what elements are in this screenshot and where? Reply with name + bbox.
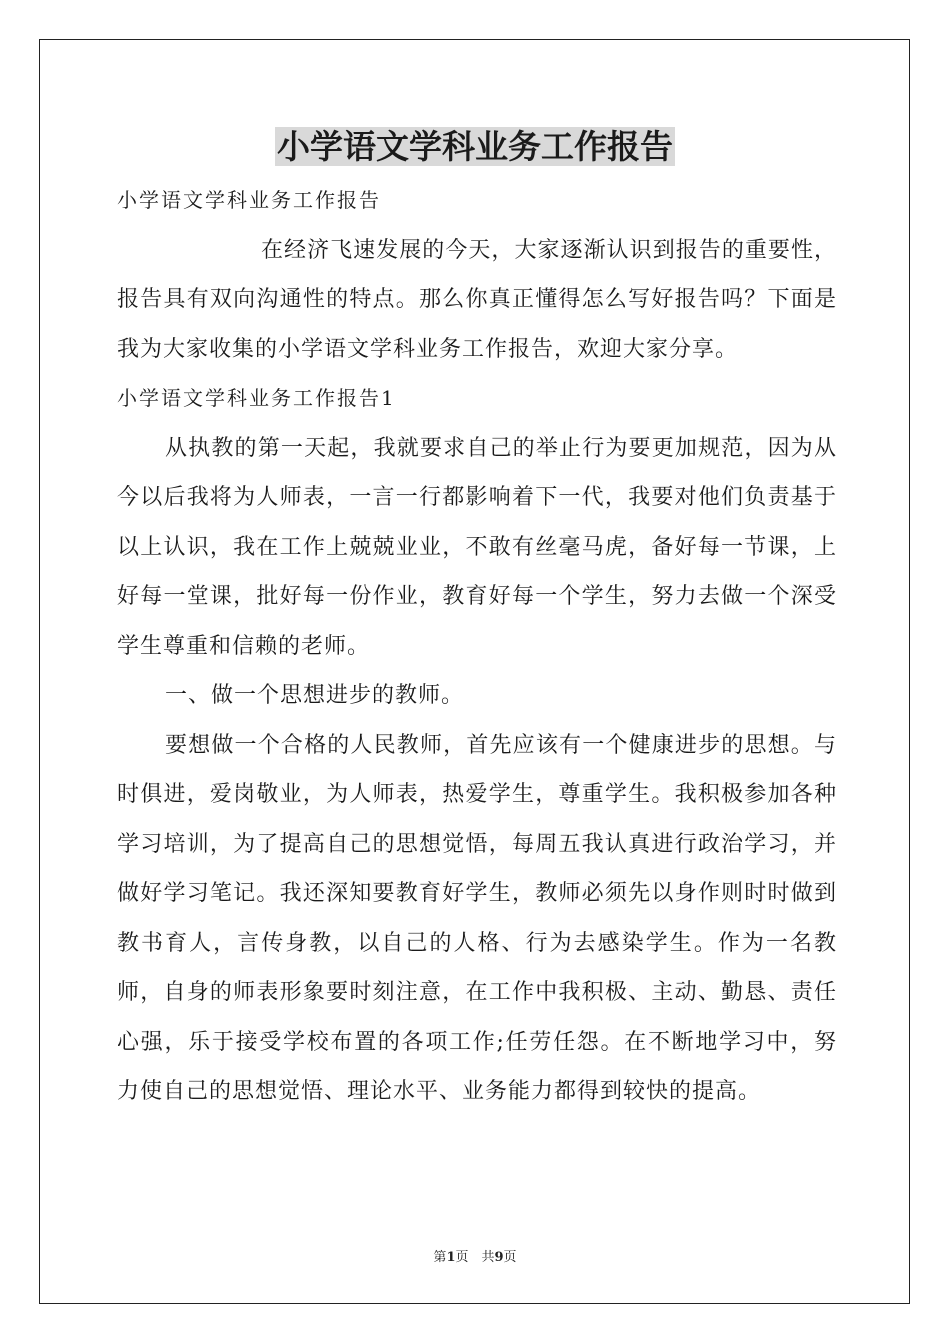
footer-suffix: 页 [503, 1250, 517, 1265]
document-body [117, 176, 837, 1117]
footer-current-page: 1 [446, 1250, 456, 1265]
point-heading: 一、做一个思想进步的教师。 [165, 683, 465, 708]
subtitle-paragraph: 小学语文学科业务工作报告 [117, 188, 381, 212]
footer-total-pages: 9 [494, 1250, 504, 1265]
footer-prefix: 第 [433, 1250, 447, 1265]
body-paragraph: 要想做一个合格的人民教师，首先应该有一个健康进步的思想。与时俱进，爱岗敬业，为人师表，热爱学生，尊重学生。我积极参加各种学习培训，为了提高自己的思想觉悟，每周五我认真进行政治学习，并做好学习笔记。我还深知要教育好学生，教师必须先以身作则时时做到教书育人，言传身教，以自己的人格、行为去感染学生。作为一名教师，自身的师表形象要时刻注意，在工作中我积极、主动、勤恳、责任心强，乐于接受学校布置的各项工作;任劳任怨。在不断地学习中，努力使自己的思想觉悟、理论水平、业务能力都得到较快的提高。 [117, 732, 837, 1104]
document-title [0, 124, 950, 170]
body-paragraph: 从执教的第一天起，我就要求自己的举止行为要更加规范，因为从今以后我将为人师表，一言一行都影响着下一代，我要对他们负责基于以上认识，我在工作上兢兢业业，不敢有丝毫马虎，备好每一节课，上好每一堂课，批好每一份作业，教育好每一个学生，努力去做一个深受学生尊重和信赖的老师。 [117, 435, 837, 659]
section-heading: 小学语文学科业务工作报告1 [117, 386, 396, 410]
page-footer [0, 1246, 950, 1265]
document-title-text: 小学语文学科业务工作报告 [277, 127, 673, 166]
intro-paragraph: 在经济飞速发展的今天，大家逐渐认识到报告的重要性，报告具有双向沟通性的特点。那么你真正懂得怎么写好报告吗？下面是我为大家收集的小学语文学科业务工作报告，欢迎大家分享。 [117, 237, 837, 362]
footer-mid: 页 共 [455, 1250, 495, 1265]
